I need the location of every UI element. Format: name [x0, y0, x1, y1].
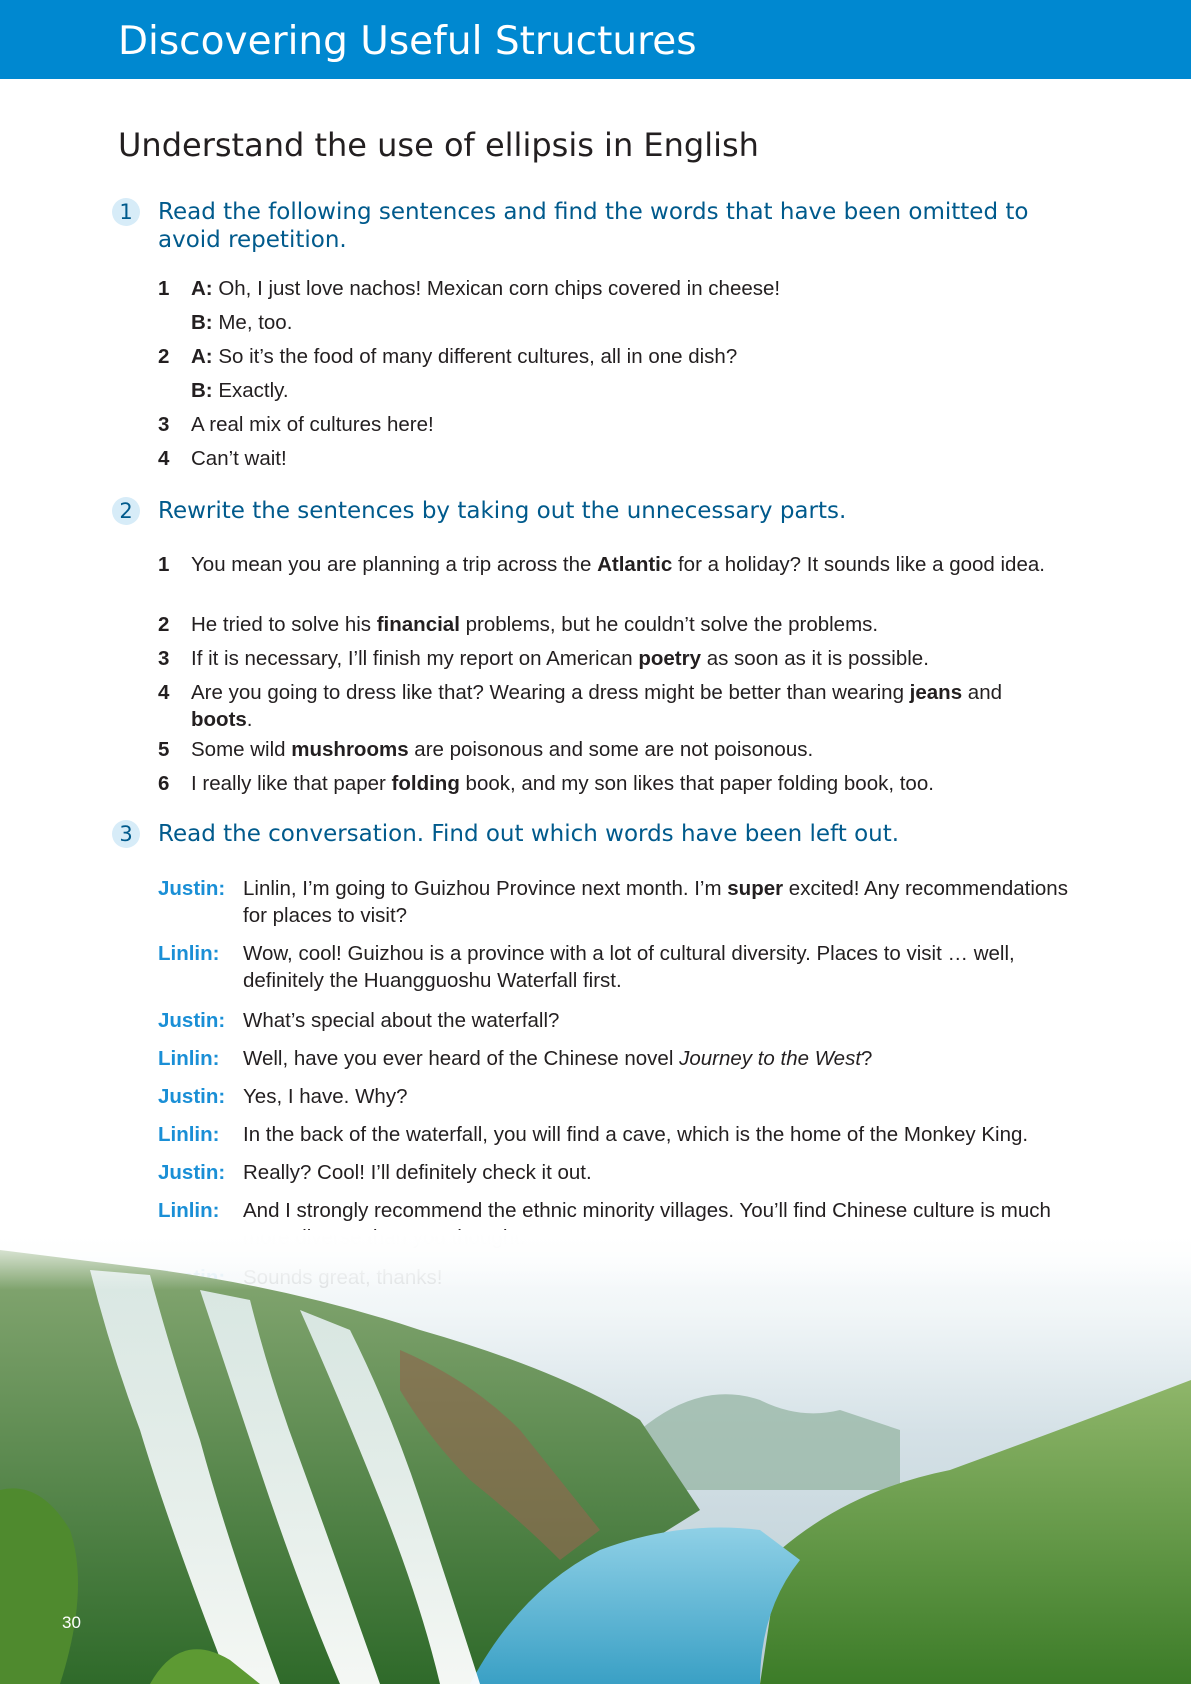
item-number: 2 — [158, 345, 170, 368]
line-text: What’s special about the waterfall? — [243, 1009, 560, 1032]
item-text-pre: You mean you are planning a trip across the — [191, 553, 598, 576]
book-title: Journey to the West — [679, 1047, 862, 1070]
speaker-name: Linlin: — [158, 1199, 220, 1222]
line-text: And I strongly recommend the ethnic minority villages. You’ll find Chinese culture is much — [243, 1199, 1051, 1222]
item-number: 4 — [158, 681, 170, 704]
item-text-post: problems, but he couldn’t solve the problems. — [459, 613, 879, 636]
item-number: 2 — [158, 613, 170, 636]
waterfall-landscape-photo — [0, 1230, 1191, 1684]
line-text-post: excited! Any recommendations for places to visit? — [243, 877, 1068, 927]
vocab-word: boots — [191, 708, 247, 731]
exercise-2-item-6 — [158, 770, 1058, 797]
exercise-3-number: 3 — [112, 820, 140, 848]
page-number: 30 — [62, 1613, 81, 1632]
speaker-b-text: Me, too. — [212, 311, 293, 334]
item-text-post: are poisonous and some are not poisonous. — [408, 738, 814, 761]
vocab-word: poetry — [638, 647, 702, 670]
speaker-name: Linlin: — [158, 942, 220, 965]
exercise-3-title: Read the conversation. Find out which words have been left out. — [158, 821, 900, 847]
exercise-1-item-2 — [158, 343, 1058, 370]
exercise-1-title: Read the following sentences and find the words that have been omitted to avoid repetition. — [158, 199, 1029, 253]
item-text-mid: and — [962, 681, 1002, 704]
item-text: A real mix of cultures here! — [191, 413, 434, 436]
speaker-a-text: Oh, I just love nachos! Mexican corn chips covered in cheese! — [212, 277, 781, 300]
vocab-word: financial — [376, 613, 460, 636]
item-number: 1 — [158, 553, 170, 576]
speaker-name: Justin: — [158, 1085, 226, 1108]
line-text: In the back of the waterfall, you will find a cave, which is the home of the Monkey King. — [243, 1123, 1029, 1146]
item-text-pre: Some wild — [191, 738, 292, 761]
item-text: Can’t wait! — [191, 447, 287, 470]
exercise-2-number: 2 — [112, 497, 140, 525]
item-text-pre: He tried to solve his — [191, 613, 377, 636]
speaker-b-text: Exactly. — [212, 379, 289, 402]
line-text-pre: Linlin, I’m going to Guizhou Province next month. I’m — [243, 877, 728, 900]
exercise-2-item-1 — [158, 551, 1058, 578]
item-text-pre: I really like that paper — [191, 772, 392, 795]
speaker-name: Justin: — [158, 1009, 226, 1032]
dialogue-line — [158, 875, 1068, 929]
item-text-pre: Are you going to dress like that? Wearing a dress might be better than wearing — [191, 681, 910, 704]
dialogue-line — [158, 1007, 1068, 1034]
exercise-1-item-3 — [158, 411, 1058, 438]
exercise-2-item-2 — [158, 611, 1058, 638]
speaker-a-text: So it’s the food of many different cultures, all in one dish? — [212, 345, 738, 368]
exercise-2-item-5 — [158, 736, 1058, 763]
line-text-pre: Well, have you ever heard of the Chinese novel — [243, 1047, 680, 1070]
section-subtitle: Understand the use of ellipsis in English — [118, 126, 759, 164]
item-text-post: book, and my son likes that paper folding book, too. — [459, 772, 934, 795]
dialogue-line — [158, 1121, 1068, 1148]
vocab-word: folding — [391, 772, 460, 795]
exercise-2-item-4 — [158, 679, 1058, 733]
item-number: 5 — [158, 738, 170, 761]
item-number: 3 — [158, 647, 170, 670]
exercise-1-item-4 — [158, 445, 1058, 472]
exercise-1-item-1 — [158, 275, 1058, 302]
speaker-name: Justin: — [158, 877, 226, 900]
speaker-name: Justin: — [158, 1161, 226, 1184]
vocab-word: jeans — [909, 681, 963, 704]
dialogue-line — [158, 1045, 1068, 1072]
exercise-1-item-1-reply — [158, 309, 1058, 336]
speaker-b-label: B: — [191, 311, 213, 334]
speaker-a-label: A: — [191, 345, 213, 368]
item-text-post: . — [246, 708, 253, 731]
dialogue-line — [158, 1159, 1068, 1186]
vocab-word: Atlantic — [597, 553, 673, 576]
item-text-post: as soon as it is possible. — [701, 647, 929, 670]
line-text-post: ? — [861, 1047, 873, 1070]
dialogue-line — [158, 940, 1068, 994]
line-text: Yes, I have. Why? — [243, 1085, 408, 1108]
exercise-1-item-2-reply — [158, 377, 1058, 404]
vocab-word: super — [727, 877, 784, 900]
line-text: Really? Cool! I’ll definitely check it out. — [243, 1161, 592, 1184]
item-number: 4 — [158, 447, 170, 470]
exercise-1-number: 1 — [112, 198, 140, 226]
vocab-word: mushrooms — [291, 738, 409, 761]
exercise-2-item-3 — [158, 645, 1058, 672]
item-text-post: for a holiday? It sounds like a good idea. — [672, 553, 1045, 576]
page-header-title: Discovering Useful Structures — [118, 19, 697, 64]
speaker-a-label: A: — [191, 277, 213, 300]
item-number: 3 — [158, 413, 170, 436]
speaker-name: Linlin: — [158, 1047, 220, 1070]
item-text-pre: If it is necessary, I’ll finish my report on American — [191, 647, 639, 670]
dialogue-line — [158, 1083, 1068, 1110]
exercise-2-title: Rewrite the sentences by taking out the unnecessary parts. — [158, 498, 847, 524]
line-text: Wow, cool! Guizhou is a province with a lot of cultural diversity. Places to visit … well, definitely the Huangguoshu Waterfall first. — [243, 942, 1015, 992]
speaker-b-label: B: — [191, 379, 213, 402]
item-number: 6 — [158, 772, 170, 795]
speaker-name: Linlin: — [158, 1123, 220, 1146]
item-number: 1 — [158, 277, 170, 300]
